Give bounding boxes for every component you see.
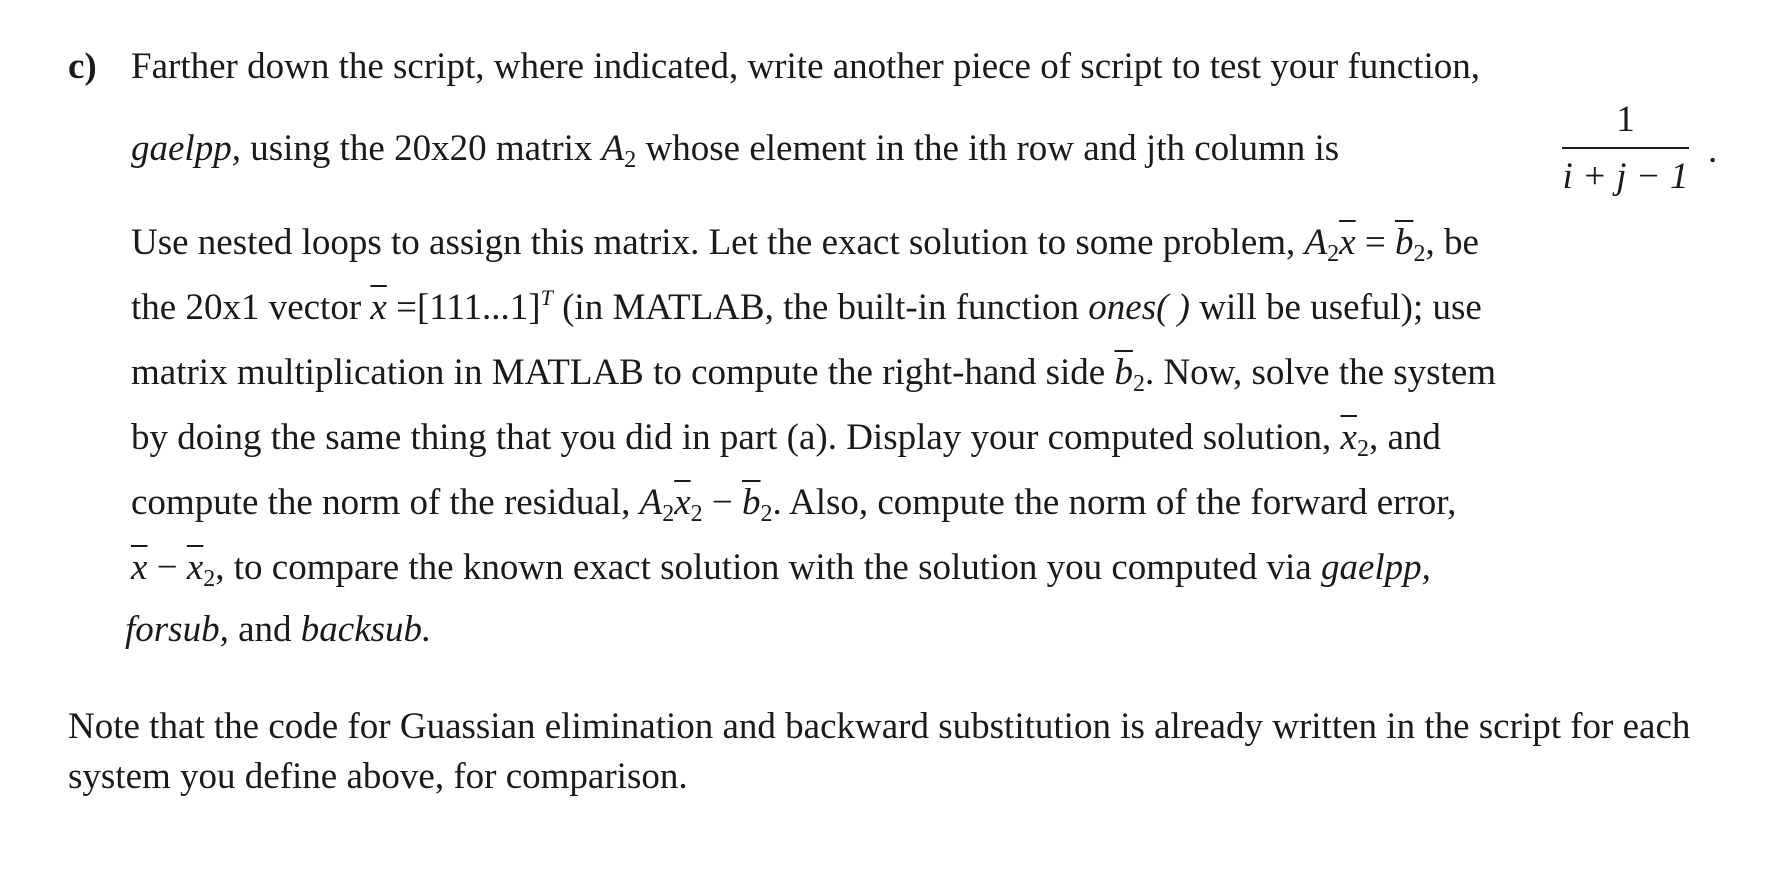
vector-value: =[111...1]	[386, 287, 541, 328]
line-7	[131, 480, 1456, 526]
line-9	[125, 607, 431, 653]
vector-x: $\overline{x}$	[370, 287, 387, 328]
equals-sign: =	[1355, 222, 1395, 263]
subscript-2: 2	[760, 501, 773, 527]
vector-x: $\overline{x}$	[1339, 222, 1356, 263]
line-4	[131, 285, 1482, 331]
subscript-2: 2	[662, 501, 675, 527]
line-4-mid: (in MATLAB, the built-in function	[552, 287, 1089, 328]
subscript-2: 2	[1413, 241, 1426, 267]
line-6-text: by doing the same thing that you did in part (a). Display your computed solution,	[131, 417, 1341, 458]
line-7-tail: . Also, compute the norm of the forward error,	[772, 482, 1457, 523]
line-4-tail: will be useful); use	[1190, 287, 1482, 328]
subscript-2: 2	[1132, 371, 1145, 397]
line-1-text: Farther down the script, where indicated, write another piece of script to test your function,	[131, 46, 1481, 87]
fraction-numerator: 1	[1616, 99, 1635, 140]
subscript-2: 2	[624, 147, 637, 173]
line-3-tail: , be	[1425, 222, 1479, 263]
line-5	[131, 350, 1496, 396]
vector-x: $\overline{x}$	[674, 482, 691, 523]
line-1	[131, 44, 1480, 90]
subscript-2: 2	[690, 501, 703, 527]
vector-x: $\overline{x}$	[131, 547, 148, 588]
line-3-text: Use nested loops to assign this matrix. Let the exact solution to some problem,	[131, 222, 1305, 263]
function-name-backsub: backsub.	[300, 609, 432, 650]
line-8	[131, 545, 1431, 591]
vector-b: $\overline{b}$	[1114, 352, 1133, 393]
function-name-gaelpp: gaelpp,	[1320, 547, 1431, 588]
line-2-text: using the 20x20 matrix	[240, 128, 602, 169]
subscript-2: 2	[203, 566, 216, 592]
vector-b: $\overline{b}$	[742, 482, 761, 523]
line-5-tail: . Now, solve the system	[1144, 352, 1497, 393]
function-name-forsub: forsub,	[125, 609, 229, 650]
minus-sign: −	[147, 547, 187, 588]
matrix-a: A	[639, 482, 663, 523]
fraction-bar	[1562, 147, 1689, 149]
line-7-text: compute the norm of the residual,	[131, 482, 640, 523]
vector-b: $\overline{b}$	[1394, 222, 1414, 263]
superscript-t: T	[540, 285, 553, 310]
line-8-text: , to compare the known exact solution with the solution you computed via	[215, 547, 1321, 588]
minus-sign: −	[702, 482, 743, 523]
line-6	[131, 415, 1441, 461]
vector-x: $\overline{x}$	[186, 547, 204, 588]
line-6-tail: , and	[1368, 417, 1441, 458]
line-5-text: matrix multiplication in MATLAB to compute the right-hand side	[131, 352, 1115, 393]
part-label: c)	[68, 46, 97, 87]
function-name-ones: ones( )	[1088, 287, 1190, 328]
line-2	[131, 126, 1339, 172]
matrix-a: A	[1304, 222, 1328, 263]
line-3	[131, 220, 1479, 266]
line-9-and: and	[228, 609, 301, 650]
subscript-2: 2	[1356, 436, 1369, 462]
line-4-text: the 20x1 vector	[131, 287, 371, 328]
function-name-gaelpp: gaelpp,	[131, 128, 241, 169]
matrix-a: A	[601, 128, 625, 169]
fraction-denominator: i + j − 1	[1562, 156, 1689, 197]
vector-x: $\overline{x}$	[1340, 417, 1357, 458]
line-2-tail: whose element in the ith row and jth column is	[636, 128, 1340, 169]
subscript-2: 2	[1327, 241, 1340, 267]
fraction-period: .	[1708, 130, 1718, 171]
fraction	[1558, 98, 1693, 199]
note-paragraph: Note that the code for Guassian elimination and backward substitution is already written in the script for each system you define above, for comparison.	[68, 706, 1691, 797]
